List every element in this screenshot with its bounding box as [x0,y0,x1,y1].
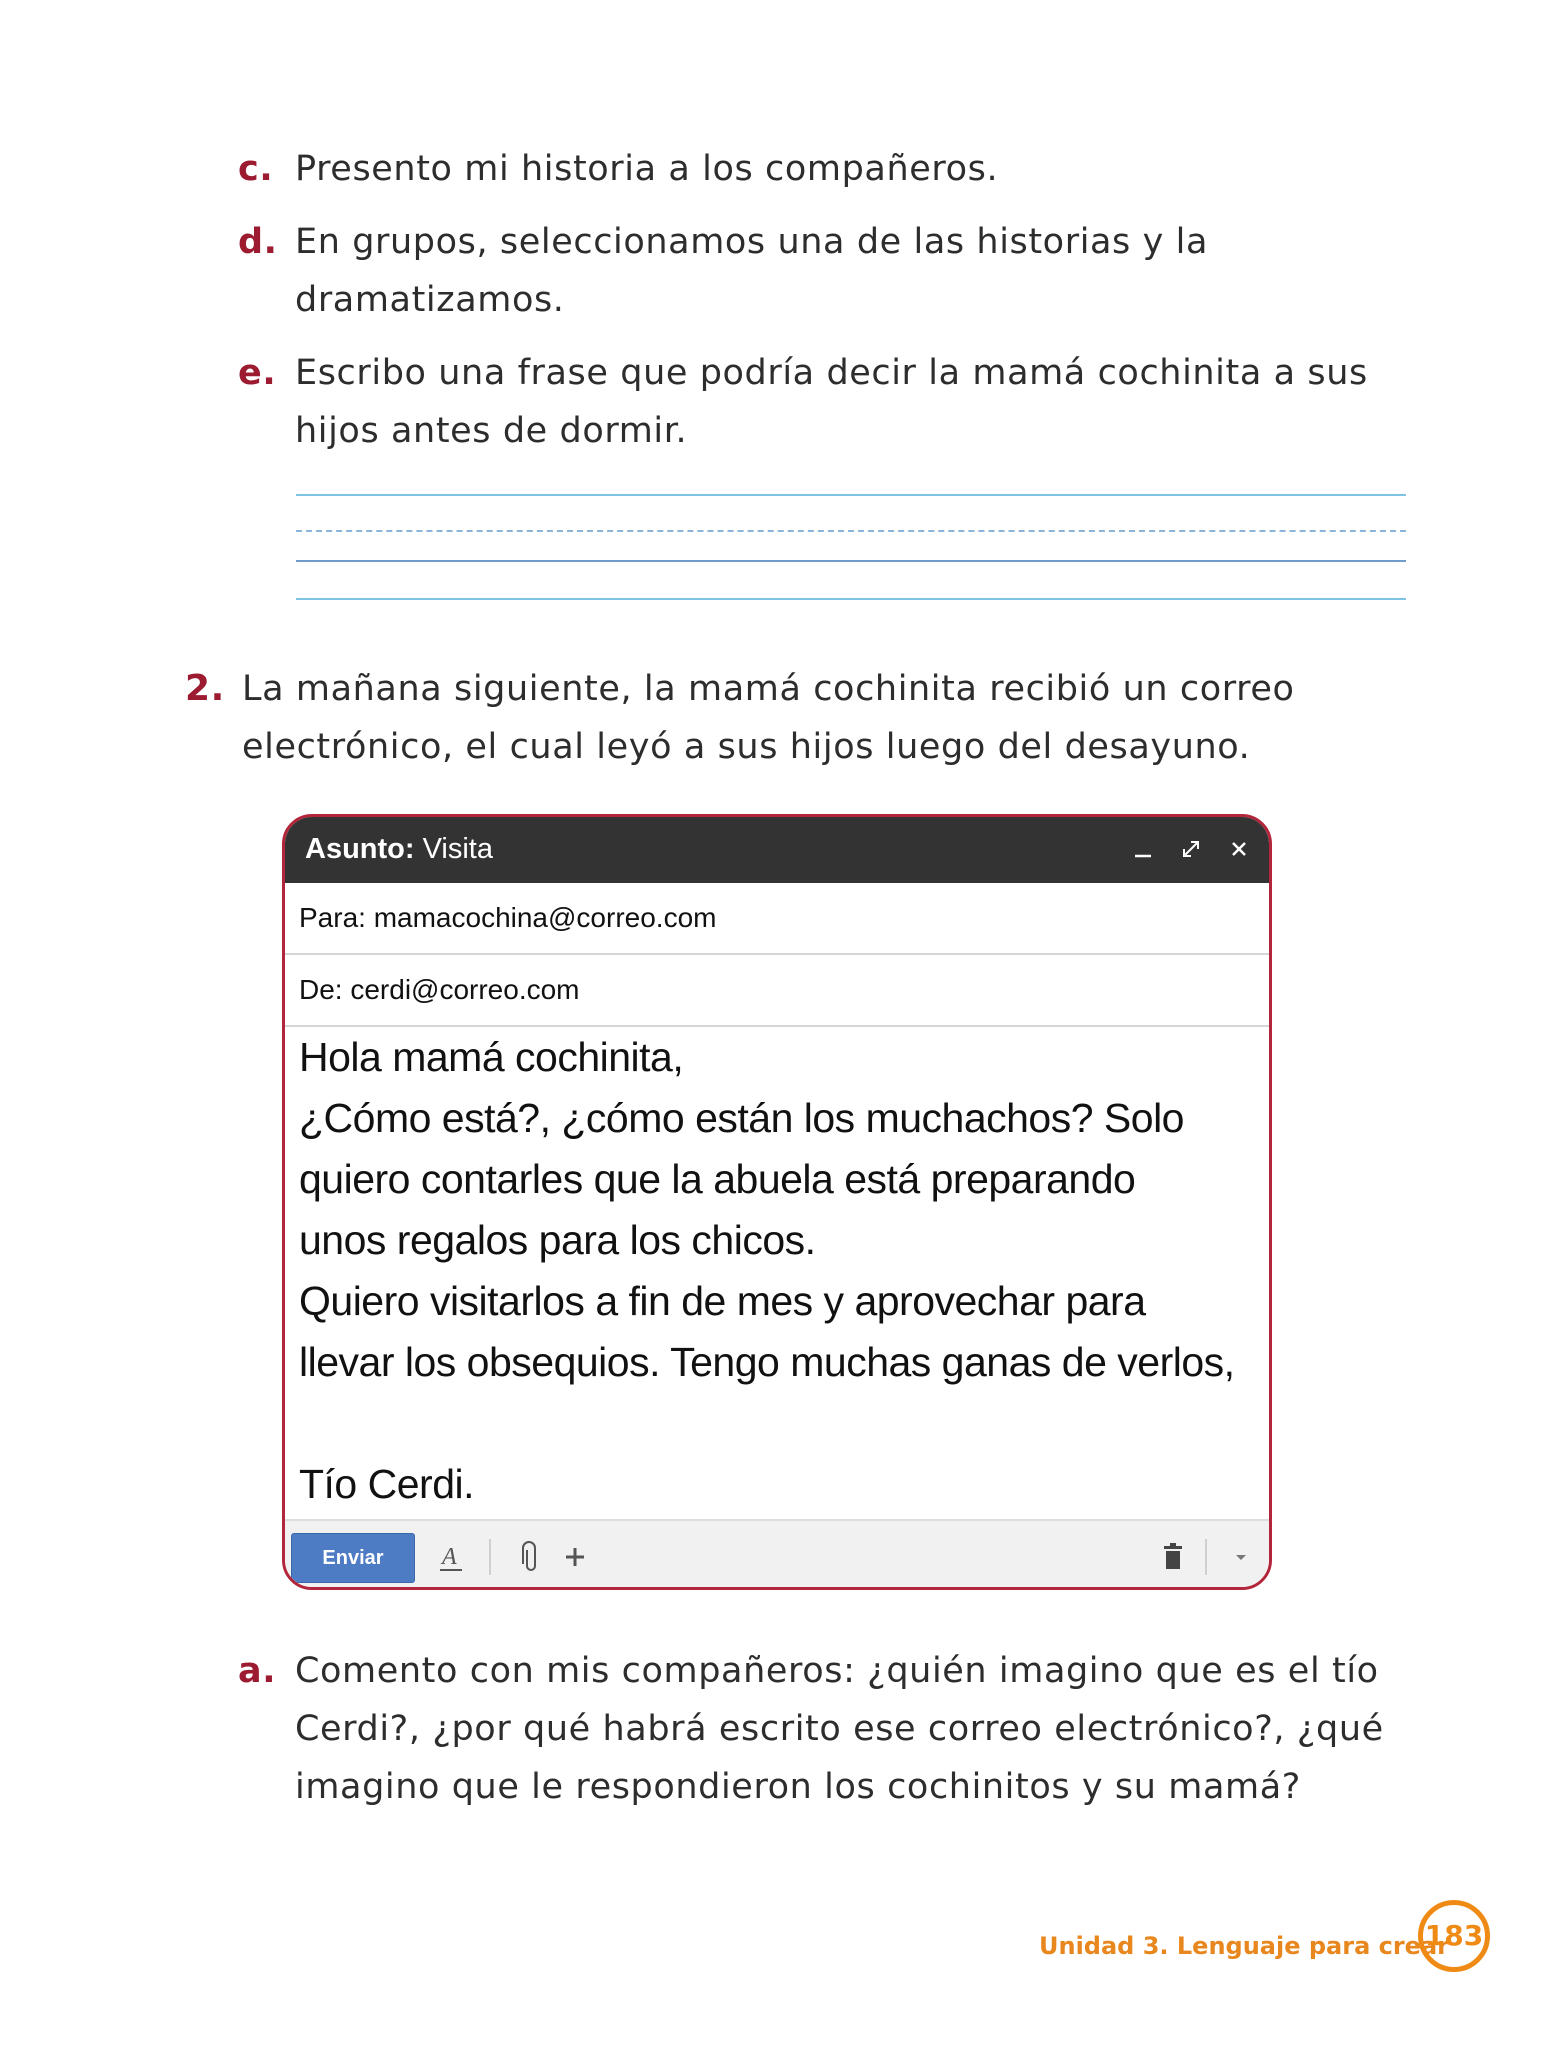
email-body[interactable] [299,1027,1259,1515]
item-a [238,1642,1425,1816]
from-field[interactable] [285,955,1269,1027]
format-text-button[interactable] [431,1537,471,1577]
item-e [238,344,1395,460]
item-c-text: Presento mi historia a los compañeros. [295,149,999,189]
body-line: quiero contarles que la abuela está preparando [299,1156,1136,1202]
more-options-button[interactable] [1221,1537,1261,1577]
toolbar-separator [489,1539,491,1575]
question-2-text: La mañana siguiente, la mamá cochinita recibió un correo electrónico, el cual leyó a sus hijos luego del desayuno. [242,669,1295,767]
to-field-text: Para: mamacochina@correo.com [299,902,717,933]
unit-title: Unidad 3. Lenguaje para crear [1039,1932,1449,1960]
question-2-marker: 2. [185,668,225,709]
toolbar-separator [1205,1539,1207,1575]
to-field[interactable] [285,883,1269,955]
svg-text:A: A [442,1544,457,1570]
item-d [238,213,1395,329]
from-field-text: De: cerdi@correo.com [299,974,580,1005]
item-e-text: Escribo una frase que podría decir la mamá cochinita a sus hijos antes de dormir. [295,353,1368,451]
body-line: Hola mamá cochinita, [299,1034,684,1080]
question-2 [185,660,1392,776]
expand-icon [1181,839,1201,859]
body-signature: Tío Cerdi. [299,1461,474,1507]
item-d-marker: d. [238,222,278,262]
email-toolbar [285,1519,1269,1590]
plus-icon [563,1545,587,1569]
trash-icon [1161,1542,1185,1572]
item-e-marker: e. [238,353,277,393]
writing-line-dashed [296,530,1406,532]
writing-line-top [296,494,1406,496]
item-a-text: Comento con mis compañeros: ¿quién imagino que es el tío Cerdi?, ¿por qué habrá escrito ese correo electrónico?, ¿qué imagino que le respondieron los cochinitos y su mamá? [295,1651,1384,1807]
body-line: llevar los obsequios. Tengo muchas ganas de verlos, [299,1339,1235,1385]
body-blank-line [299,1393,1259,1454]
minimize-icon [1133,839,1153,859]
subject-value: Visita [422,833,493,865]
writing-line-bottom [296,598,1406,600]
dropdown-arrow-icon [1233,1549,1249,1565]
discard-button[interactable] [1153,1537,1193,1577]
item-c [238,140,1395,198]
subject-label: Asunto: [305,833,415,865]
attach-button[interactable] [511,1537,551,1577]
expand-button[interactable] [1175,831,1207,867]
body-line: ¿Cómo está?, ¿cómo están los muchachos? Solo [299,1095,1184,1141]
close-icon [1229,839,1249,859]
email-window [282,814,1272,1590]
text-format-icon [436,1540,466,1574]
page-number: 183 [1418,1900,1490,1972]
body-line: Quiero visitarlos a fin de mes y aprovechar para [299,1278,1146,1324]
close-button[interactable] [1223,831,1255,867]
send-button[interactable]: Enviar [291,1533,415,1583]
email-subject [305,829,493,869]
writing-line-base [296,560,1406,562]
item-a-marker: a. [238,1651,277,1691]
insert-more-button[interactable] [555,1537,595,1577]
paperclip-icon [519,1540,543,1574]
body-line: unos regalos para los chicos. [299,1217,816,1263]
email-titlebar [285,817,1269,883]
minimize-button[interactable] [1127,831,1159,867]
writing-lines[interactable] [296,490,1406,602]
item-d-text: En grupos, seleccionamos una de las historias y la dramatizamos. [295,222,1209,320]
item-c-marker: c. [238,149,274,189]
